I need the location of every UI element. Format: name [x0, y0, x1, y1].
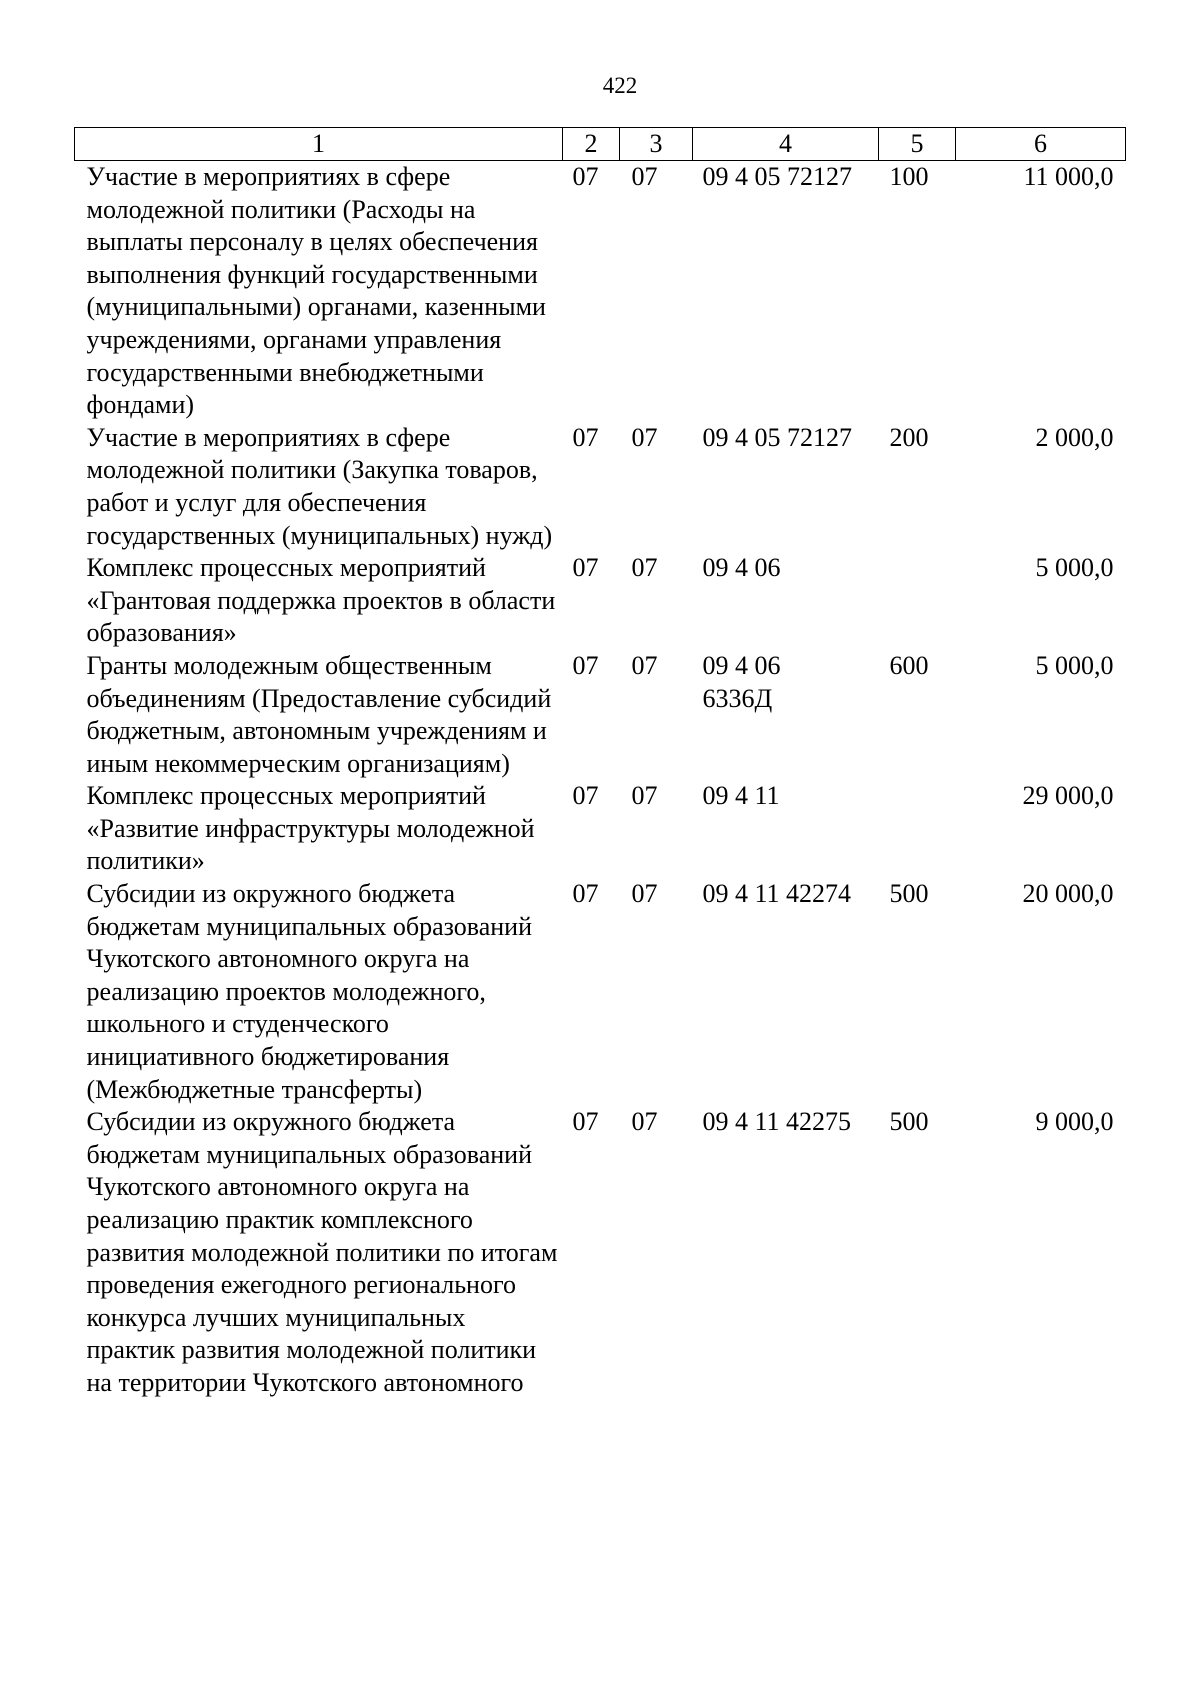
row-subsection: 07 — [631, 553, 658, 583]
row-name: Участие в мероприятиях в сфере молодежной политики (Закупка товаров, работ и услуг для обеспечения государственных (муниципальных) нужд) — [86, 422, 553, 550]
row-section: 07 — [572, 650, 599, 680]
page-number: 422 — [602, 73, 638, 98]
row-target-article: 09 4 05 72127 — [702, 422, 852, 452]
table-row — [75, 1106, 1126, 1399]
column-header-5: 5 — [879, 128, 956, 161]
row-amount: 2 000,0 — [1035, 422, 1114, 452]
budget-table — [74, 127, 1126, 1400]
row-amount: 9 000,0 — [1035, 1107, 1114, 1137]
row-subsection: 07 — [631, 422, 658, 452]
row-expense-type: 200 — [889, 422, 929, 452]
row-amount: 29 000,0 — [1022, 781, 1114, 811]
row-expense-type — [879, 552, 956, 650]
row-target-article: 09 4 06 6336Д — [702, 650, 781, 713]
header-row — [75, 128, 1126, 161]
table-body — [75, 161, 1126, 1400]
column-header-2: 2 — [563, 128, 620, 161]
table-row — [75, 780, 1126, 878]
table-row — [75, 552, 1126, 650]
row-expense-type: 100 — [889, 162, 929, 191]
column-header-6: 6 — [956, 128, 1126, 161]
row-section: 07 — [572, 553, 599, 583]
row-subsection: 07 — [631, 162, 658, 191]
row-subsection: 07 — [631, 781, 658, 811]
row-target-article: 09 4 11 42275 — [702, 1107, 852, 1137]
table-row — [75, 650, 1126, 780]
row-amount: 5 000,0 — [1035, 650, 1114, 680]
row-amount: 11 000,0 — [1023, 162, 1114, 191]
table-row — [75, 878, 1126, 1106]
row-name: Комплекс процессных мероприятий «Грантовая поддержка проектов в области образования» — [86, 553, 556, 648]
row-expense-type: 500 — [889, 1107, 929, 1137]
column-header-3: 3 — [620, 128, 693, 161]
row-target-article: 09 4 11 — [702, 781, 780, 811]
row-section: 07 — [572, 879, 599, 909]
row-name: Гранты молодежным общественным объединениям (Предоставление субсидий бюджетным, автономным учреждениям и иным некоммерческим организациям) — [86, 650, 552, 778]
table-row — [75, 422, 1126, 552]
row-target-article: 09 4 05 72127 — [702, 162, 852, 191]
row-name: Субсидии из окружного бюджета бюджетам муниципальных образований Чукотского автономного округа на реализацию проектов молодежного, школьного и студенческого инициативного бюджетирования (Межбюджетные трансферты) — [86, 879, 533, 1104]
row-amount: 5 000,0 — [1035, 553, 1114, 583]
row-subsection: 07 — [631, 879, 658, 909]
row-amount: 20 000,0 — [1022, 879, 1114, 909]
row-name: Субсидии из окружного бюджета бюджетам муниципальных образований Чукотского автономного округа на реализацию практик комплексного развития молодежной политики по итогам проведения ежегодного регионального конкурса лучших муниципальных практик развития молодежной политики на территории Чукотского автономного — [86, 1107, 558, 1397]
table-header — [75, 128, 1126, 161]
row-expense-type: 500 — [889, 879, 929, 909]
column-header-4: 4 — [693, 128, 879, 161]
row-section: 07 — [572, 1107, 599, 1137]
row-target-article: 09 4 06 — [702, 553, 781, 583]
row-expense-type — [879, 780, 956, 878]
row-expense-type: 600 — [889, 650, 929, 680]
column-header-1: 1 — [75, 128, 563, 161]
row-name: Участие в мероприятиях в сфере молодежной политики (Расходы на выплаты персоналу в целях обеспечения выполнения функций государственными (муниципальными) органами, казенными учреждениями, органами управления государственными внебюджетными фондами) — [86, 162, 546, 420]
row-subsection: 07 — [631, 1107, 658, 1137]
row-target-article: 09 4 11 42274 — [702, 879, 852, 909]
row-section: 07 — [572, 422, 599, 452]
row-section: 07 — [572, 781, 599, 811]
row-section: 07 — [572, 162, 599, 191]
row-subsection: 07 — [631, 650, 658, 680]
table-row — [75, 161, 1126, 422]
row-name: Комплекс процессных мероприятий «Развитие инфраструктуры молодежной политики» — [86, 781, 535, 876]
